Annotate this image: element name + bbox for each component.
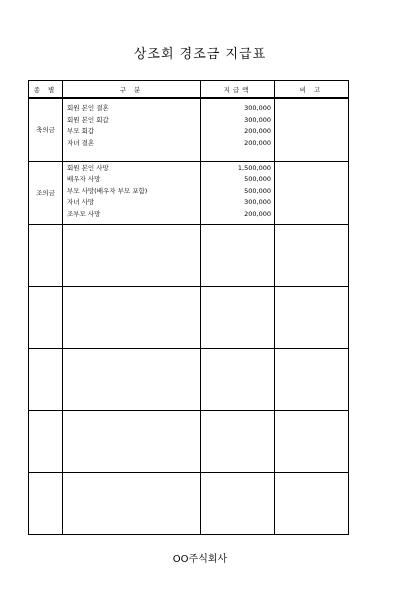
amount-cell	[201, 98, 275, 161]
table-row-congratulatory	[29, 98, 349, 161]
amount-line: 500,000	[244, 175, 271, 183]
empty-table-row	[29, 410, 349, 472]
empty-cell	[29, 410, 63, 472]
company-name: OO주식회사	[172, 554, 228, 565]
amount-line: 300,000	[244, 115, 271, 124]
header-division: 구 분	[63, 81, 201, 99]
empty-cell	[275, 224, 349, 286]
empty-cell	[201, 410, 275, 472]
empty-cell	[201, 472, 275, 534]
amount-line: 200,000	[244, 209, 271, 218]
category-cell: 조의금	[29, 161, 63, 224]
table-body	[29, 98, 349, 534]
empty-table-row	[29, 472, 349, 534]
empty-cell	[29, 472, 63, 534]
item-line: 부모 회갑	[67, 127, 95, 135]
item-line: 자녀 사망	[67, 198, 95, 206]
empty-cell	[275, 472, 349, 534]
empty-cell	[275, 286, 349, 348]
empty-cell	[29, 286, 63, 348]
amount-line: 1,500,000	[237, 163, 271, 172]
header-category: 종 별	[29, 81, 63, 99]
item-line: 부모 사망(배우자 부모 포함)	[67, 186, 148, 195]
empty-cell	[63, 224, 201, 286]
empty-cell	[29, 224, 63, 286]
amount-cell	[201, 161, 275, 224]
division-cell	[63, 161, 201, 224]
empty-table-row	[29, 348, 349, 410]
table-header-row	[29, 81, 349, 99]
empty-cell	[29, 348, 63, 410]
item-line: 자녀 결혼	[67, 138, 95, 147]
empty-cell	[63, 286, 201, 348]
document-title: 상조회 경조금 지급표	[133, 47, 267, 62]
item-line: 배우자 사망	[67, 175, 101, 183]
remarks-cell	[275, 161, 349, 224]
empty-cell	[63, 348, 201, 410]
amount-line: 500,000	[244, 186, 271, 195]
division-cell	[63, 98, 201, 161]
amount-line: 300,000	[244, 104, 271, 112]
payment-table	[28, 80, 349, 535]
empty-table-row	[29, 286, 349, 348]
table-row-condolence	[29, 161, 349, 224]
amount-line: 200,000	[244, 127, 271, 135]
item-line: 조부모 사망	[67, 209, 101, 218]
empty-cell	[201, 286, 275, 348]
remarks-cell	[275, 98, 349, 161]
header-amount: 지급액	[201, 81, 275, 99]
item-line: 회원 본인 결혼	[67, 104, 109, 112]
empty-cell	[63, 410, 201, 472]
amount-line: 300,000	[244, 198, 271, 206]
empty-table-row	[29, 224, 349, 286]
category-cell: 축의금	[29, 98, 63, 161]
amount-line: 200,000	[244, 138, 271, 147]
item-line: 회원 본인 회갑	[67, 115, 109, 124]
empty-cell	[201, 348, 275, 410]
item-line: 회원 본인 사망	[67, 163, 109, 172]
empty-cell	[63, 472, 201, 534]
empty-cell	[275, 348, 349, 410]
header-remarks: 비 고	[275, 81, 349, 99]
empty-cell	[201, 224, 275, 286]
empty-cell	[275, 410, 349, 472]
